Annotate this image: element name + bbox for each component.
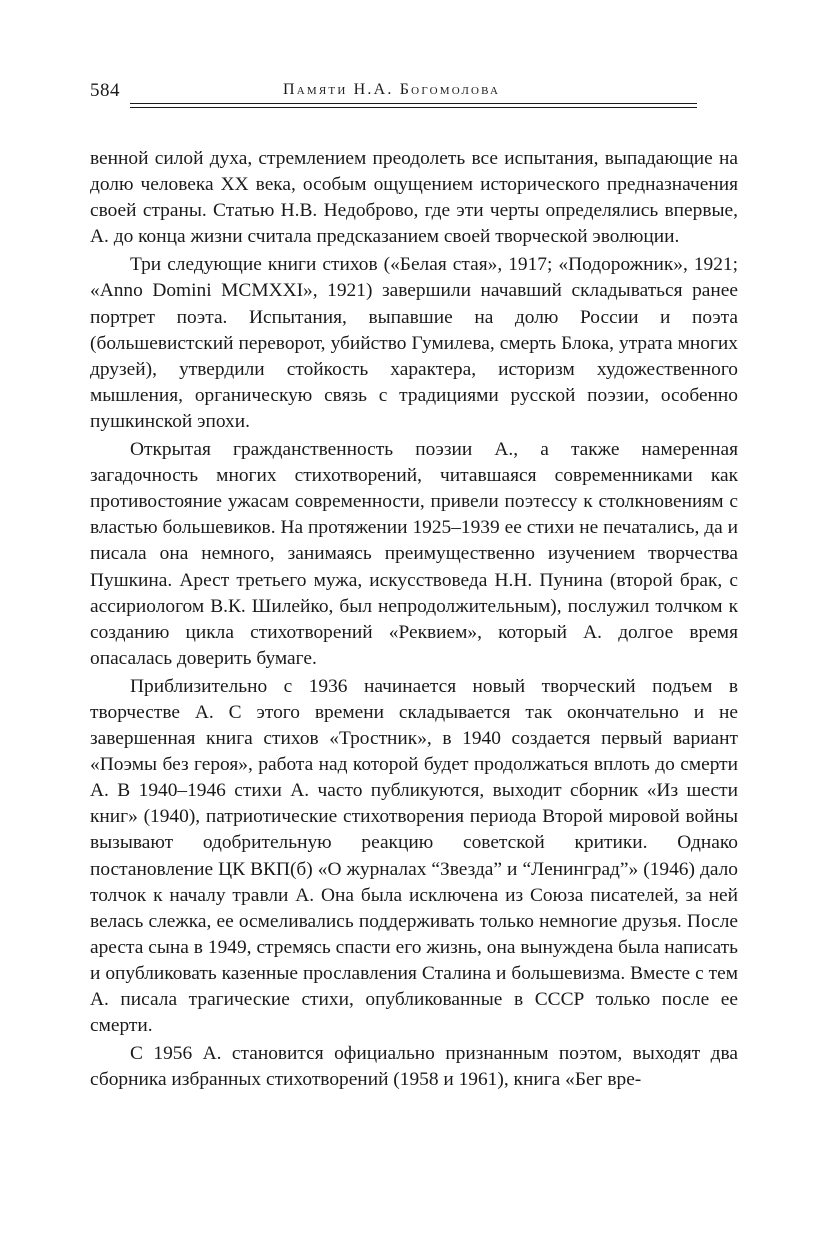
header-rule-top (130, 103, 697, 104)
paragraph: С 1956 А. становится официально признанным поэтом, выходят два сборника избранных стихотворений (1958 и 1961), книга «Бег вре- (90, 1043, 738, 1091)
paragraph: Три следующие книги стихов («Белая стая», 1917; «Подорожник», 1921; «Anno Domini MCMXXI», 1921) завершили начавший складываться ранее портрет поэта. Испытания, выпавшие на долю России и поэта (большевистский переворот, убийство Гумилева, смерть Блока, утрата многих друзей), утвердили стойкость характера, историзм художественного мышления, органическую связь с традициями русской поэзии, особенно пушкинской эпохи. (90, 254, 738, 432)
paragraph: Открытая гражданственность поэзии А., а также намеренная загадочность многих стихотворений, читавшаяся современниками как противостояние ужасам современности, привели поэтессу к столкновениям с властью большевиков. На протяжении 1925–1939 ее стихи не печатались, да и писала она немного, занимаясь преимущественно изучением творчества Пушкина. Арест третьего мужа, искусствоведа Н.Н. Пунина (второй брак, с ассириологом В.К. Шилейко, был непродолжительным), послужил толчком к созданию цикла стихотворений «Реквием», который А. долгое время опасалась доверить бумаге. (90, 439, 738, 669)
paragraph: Приблизительно с 1936 начинается новый творческий подъем в творчестве А. С этого времени складывается так окончательно и не завершенная книга стихов «Тростник», в 1940 создается первый вариант «Поэмы без героя», работа над которой будет продолжаться вплоть до смерти А. В 1940–1946 стихи А. часто публикуются, выходит сборник «Из шести книг» (1940), патриотические стихотворения периода Второй мировой войны вызывают одобрительную реакцию советской критики. Однако постановление ЦК ВКП(б) «О журналах “Звезда” и “Ленинград”» (1946) дало толчок к началу травли А. Она была исключена из Союза писателей, за ней велась слежка, ее осмеливались поддерживать только немногие друзья. После ареста сына в 1949, стремясь спасти его жизнь, она вынуждена была написать и опубликовать казенные прославления Сталина и большевизма. Вместе с тем А. писала трагические стихи, опубликованные в СССР только после ее смерти. (90, 675, 738, 1037)
header-rule-bottom (130, 107, 697, 108)
page-header (90, 80, 738, 110)
page-number: 584 (90, 80, 120, 101)
running-title: Памяти Н.А. Богомолова (283, 81, 501, 98)
body-text (90, 146, 738, 1095)
paragraph-continued: венной силой духа, стремлением преодолеть все испытания, выпадающие на долю человека XX века, особым ощущением исторического предназначения своей страны. Статью Н.В. Недоброво, где эти черты определялись впервые, А. до конца жизни считала предсказанием своей творческой эволюции. (90, 148, 738, 248)
